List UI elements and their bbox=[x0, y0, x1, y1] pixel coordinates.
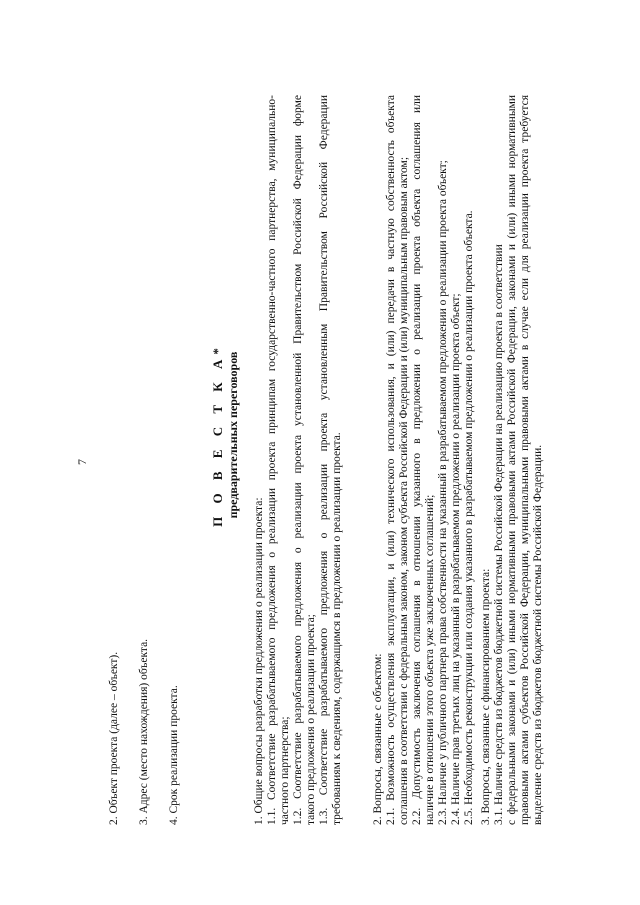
field-project-object: 2. Объект проекта (далее – объект). bbox=[108, 651, 120, 825]
field-project-term: 4. Срок реализации проекта. bbox=[168, 685, 180, 825]
item-3-1-line-2: с федеральными законами и (или) иными нормативными правовыми актами Российской Федерации, законами и (или) иными нормативными bbox=[506, 95, 518, 825]
item-2-4: 2.4. Наличие прав третьих лиц на указанный в разрабатываемом предложении о реализации проекта объект; bbox=[450, 293, 462, 825]
item-3-1-line-1: 3.1. Наличие средств из бюджетов бюджетной системы Российской Федерации на реализацию проекта в соответствии bbox=[493, 244, 505, 825]
item-2-5: 2.5. Необходимость реконструкции или создания указанного в разрабатываемом предложении о реализации проекта объекта. bbox=[463, 210, 475, 825]
item-1-2-line-2: такого предложения о реализации проекта; bbox=[305, 614, 317, 825]
item-1-3-line-1: 1.3. Соответствие разрабатываемого предложения о реализации проекта установленным Правительством Российской Федерации bbox=[318, 95, 330, 825]
item-2-1-line-1: 2.1. Возможность осуществления эксплуатации, и (или) технического использования, и (или) передачи в частную собственность объекта bbox=[385, 95, 397, 825]
section-3-heading: 3. Вопросы, связанные с финансированием проекта: bbox=[480, 568, 492, 825]
item-1-1-line-1: 1.1. Соответствие разрабатываемого предложения о реализации проекта принципам государственно-частного партнерства, муниципально- bbox=[266, 95, 278, 825]
item-3-1-line-3: правовыми актами субъектов Российской Федерации, муниципальными правовыми актами в случае если для реализации проекта требуется bbox=[519, 95, 531, 825]
item-3-1-line-4: выделение средств из бюджетов бюджетной системы Российской Федерации. bbox=[532, 444, 544, 825]
page-number: 7 bbox=[75, 459, 89, 465]
item-2-1-line-2: соглашения в соответствии с федеральным законом, законом субъекта Российской Федерации и (или) муниципальным правовым актом; bbox=[398, 156, 410, 825]
item-1-1-line-2: частного партнерства; bbox=[279, 716, 291, 825]
section-2-heading: 2. Вопросы, связанные с объектом: bbox=[372, 653, 384, 825]
item-1-2-line-1: 1.2. Соответствие разрабатываемого предложения о реализации проекта установленной Правительством Российской Федерации форме bbox=[292, 95, 304, 825]
agenda-title: П О В Е С Т К А* bbox=[210, 343, 225, 527]
field-project-address: 3. Адрес (место нахождения) объекта. bbox=[138, 638, 150, 825]
agenda-subtitle: предварительных переговоров bbox=[226, 351, 240, 519]
item-2-2-line-1: 2.2. Допустимость заключения соглашения в отношении указанного в предложении о реализации проекта объекта соглашения или bbox=[411, 95, 423, 825]
section-1-heading: 1. Общие вопросы разработки предложения о реализации проекта: bbox=[253, 497, 265, 825]
item-2-3: 2.3. Наличие у публичного партнера права собственности на указанный в разрабатываемом предложении о реализации проекта объект; bbox=[437, 160, 449, 825]
item-2-2-line-2: наличие в отношении этого объекта уже заключенных соглашений; bbox=[424, 494, 436, 825]
item-1-3-line-2: требованиям к сведениям, содержащимся в предложении о реализации проекта. bbox=[331, 432, 343, 825]
